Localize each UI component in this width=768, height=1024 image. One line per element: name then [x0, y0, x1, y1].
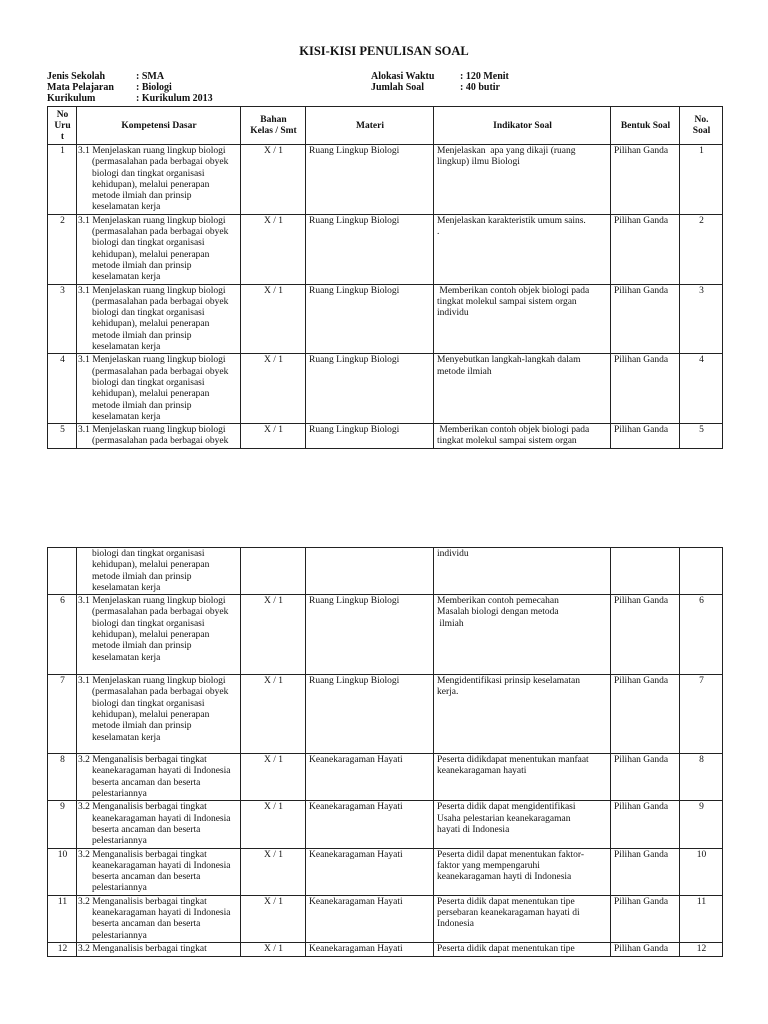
indikator-line: metode ilmiah	[437, 366, 492, 377]
indikator-line: persebaran keanekaragaman hayati di	[437, 908, 580, 919]
kd-line: pelestariannya	[92, 930, 147, 941]
kd-line: beserta ancaman dan beserta	[92, 824, 201, 835]
kd-line: 3.1 Menjelaskan ruang lingkup biologi	[78, 425, 226, 436]
indikator-line: individu	[437, 308, 469, 319]
table-row	[48, 895, 723, 942]
indikator-line: Memberikan contoh objek biologi pada	[437, 285, 590, 296]
info-label: Mata Pelajaran	[47, 82, 114, 93]
kd-line: 3.2 Menganalisis berbagai tingkat	[78, 896, 207, 907]
kd-line: 3.1 Menjelaskan ruang lingkup biologi	[78, 596, 226, 607]
cell-no-soal: 4	[680, 354, 723, 424]
kd-line: metode ilmiah dan prinsip	[92, 330, 192, 341]
cell-indikator-soal	[434, 848, 611, 895]
indikator-line: keanekaragaman hayti di Indonesia	[437, 872, 572, 883]
cell-no-soal: 3	[680, 284, 723, 354]
cell-indikator-soal	[434, 424, 611, 449]
kd-line: 3.2 Menganalisis berbagai tingkat	[78, 802, 207, 813]
cell-no: 11	[48, 895, 77, 942]
kd-line: keselamatan kerja	[92, 582, 161, 593]
info-label: Alokasi Waktu	[371, 71, 435, 82]
indikator-line: .	[437, 227, 440, 238]
kd-line: 3.2 Menganalisis berbagai tingkat	[78, 755, 207, 766]
cell-no: 2	[48, 214, 77, 284]
info-value: : 40 butir	[460, 82, 500, 93]
kd-line: 3.2 Menganalisis berbagai tingkat	[78, 849, 207, 860]
cell-bentuk-soal: Pilihan Ganda	[611, 595, 680, 675]
kd-line: pelestariannya	[92, 836, 147, 847]
cell-kompetensi-dasar	[77, 548, 241, 595]
cell-kompetensi-dasar	[77, 595, 241, 675]
cell-no-soal: 9	[680, 801, 723, 848]
cell-kelas-smt: X / 1	[241, 942, 306, 956]
cell-kelas-smt: X / 1	[241, 801, 306, 848]
kd-line: (permasalahan pada berbagai obyek	[92, 607, 229, 618]
info-right	[371, 71, 509, 93]
cell-no-soal: 1	[680, 145, 723, 215]
kd-line: keselamatan kerja	[92, 342, 161, 353]
cell-kompetensi-dasar	[77, 848, 241, 895]
table-row	[48, 754, 723, 801]
info-kurikulum	[47, 93, 213, 104]
cell-bentuk-soal: Pilihan Ganda	[611, 145, 680, 215]
kd-line: biologi dan tingkat organisasi	[92, 168, 205, 179]
cell-bentuk-soal: Pilihan Ganda	[611, 848, 680, 895]
cell-no-soal: 6	[680, 595, 723, 675]
cell-no-soal	[680, 548, 723, 595]
cell-kompetensi-dasar	[77, 675, 241, 754]
kd-line: kehidupan), melalui penerapan	[92, 319, 210, 330]
cell-kelas-smt: X / 1	[241, 895, 306, 942]
indikator-line: tingkat molekul sampai sistem organ	[437, 296, 577, 307]
cell-kelas-smt	[241, 548, 306, 595]
indikator-line: lingkup) ilmu Biologi	[437, 157, 520, 168]
kd-line: (permasalahan pada berbagai obyek	[92, 687, 229, 698]
cell-kelas-smt: X / 1	[241, 848, 306, 895]
indikator-line: Memberikan contoh pemecahan	[437, 596, 559, 607]
cell-kelas-smt: X / 1	[241, 284, 306, 354]
kd-line: metode ilmiah dan prinsip	[92, 641, 192, 652]
kd-line: beserta ancaman dan beserta	[92, 919, 201, 930]
kd-line: biologi dan tingkat organisasi	[92, 618, 205, 629]
cell-kompetensi-dasar	[77, 942, 241, 956]
kd-line: biologi dan tingkat organisasi	[92, 238, 205, 249]
kd-line: kehidupan), melalui penerapan	[92, 560, 210, 571]
kd-line: pelestariannya	[92, 883, 147, 894]
cell-indikator-soal	[434, 895, 611, 942]
kd-line: keanekaragaman hayati di Indonesia	[92, 860, 231, 871]
info-alokasi-waktu	[371, 71, 509, 82]
indikator-line: Memberikan contoh objek biologi pada	[437, 425, 590, 436]
cell-bentuk-soal: Pilihan Ganda	[611, 942, 680, 956]
indikator-line: Menjelaskan apa yang dikaji (ruang	[437, 146, 576, 156]
cell-indikator-soal	[434, 145, 611, 215]
cell-kelas-smt: X / 1	[241, 354, 306, 424]
indikator-line: Mengidentifikasi prinsip keselamatan	[437, 676, 580, 687]
cell-indikator-soal	[434, 548, 611, 595]
kd-line: metode ilmiah dan prinsip	[92, 260, 192, 271]
info-label: Jumlah Soal	[371, 82, 425, 93]
indikator-line: Menjelaskan karakteristik umum sains.	[437, 215, 586, 226]
kd-line: 3.1 Menjelaskan ruang lingkup biologi	[78, 355, 226, 366]
header-materi: Materi	[306, 107, 434, 145]
indikator-line: Usaha pelestarian keanekaragaman	[437, 813, 571, 824]
header-nosoal-line: No.	[694, 115, 709, 125]
cell-no: 12	[48, 942, 77, 956]
cell-kompetensi-dasar	[77, 801, 241, 848]
kd-line: biologi dan tingkat organisasi	[92, 308, 205, 319]
cell-materi: Keanekaragaman Hayati	[306, 942, 434, 956]
table-row	[48, 424, 723, 449]
kd-line: biologi dan tingkat organisasi	[92, 698, 205, 709]
info-value: : SMA	[136, 71, 165, 82]
kd-line: kehidupan), melalui penerapan	[92, 249, 210, 260]
kd-line: metode ilmiah dan prinsip	[92, 571, 192, 582]
kd-line: 3.2 Menganalisis berbagai tingkat	[78, 943, 207, 954]
cell-materi: Keanekaragaman Hayati	[306, 895, 434, 942]
cell-bentuk-soal: Pilihan Ganda	[611, 754, 680, 801]
indikator-line: individu	[437, 549, 469, 559]
cell-indikator-soal	[434, 354, 611, 424]
table-header-row	[48, 107, 723, 145]
kd-line: keselamatan kerja	[92, 652, 161, 663]
info-value: : 120 Menit	[460, 71, 509, 82]
info-jumlah-soal	[371, 82, 509, 93]
table-row	[48, 354, 723, 424]
indikator-line: keanekaragaman hayati	[437, 766, 527, 777]
cell-no: 1	[48, 145, 77, 215]
info-mata-pelajaran	[47, 82, 213, 93]
cell-kompetensi-dasar	[77, 754, 241, 801]
table-row	[48, 284, 723, 354]
kd-line: metode ilmiah dan prinsip	[92, 400, 192, 411]
kd-line: metode ilmiah dan prinsip	[92, 721, 192, 732]
cell-no: 10	[48, 848, 77, 895]
indikator-line: Peserta didikdapat menentukan manfaat	[437, 755, 589, 766]
kd-line: beserta ancaman dan beserta	[92, 777, 201, 788]
indikator-line: Indonesia	[437, 919, 474, 930]
cell-indikator-soal	[434, 284, 611, 354]
header-no-soal	[680, 107, 723, 145]
kd-line: kehidupan), melalui penerapan	[92, 389, 210, 400]
kd-line: (permasalahan pada berbagai obyek	[92, 366, 229, 377]
info-value: : Biologi	[136, 82, 172, 93]
cell-bentuk-soal: Pilihan Ganda	[611, 424, 680, 449]
cell-kelas-smt: X / 1	[241, 214, 306, 284]
indikator-line: hayati di Indonesia	[437, 824, 510, 835]
table-row	[48, 801, 723, 848]
kd-line: kehidupan), melalui penerapan	[92, 630, 210, 641]
cell-indikator-soal	[434, 754, 611, 801]
info-label: Jenis Sekolah	[47, 71, 106, 82]
cell-no: 5	[48, 424, 77, 449]
header-bahan-line: Bahan	[260, 115, 287, 125]
cell-bentuk-soal: Pilihan Ganda	[611, 675, 680, 754]
cell-no-soal: 2	[680, 214, 723, 284]
kd-line: keselamatan kerja	[92, 202, 161, 213]
kd-line: keanekaragaman hayati di Indonesia	[92, 813, 231, 824]
header-nosoal-line: Soal	[692, 126, 711, 136]
cell-no-soal: 8	[680, 754, 723, 801]
kd-line: keanekaragaman hayati di Indonesia	[92, 766, 231, 777]
indikator-line: Masalah biologi dengan metoda	[437, 607, 559, 618]
kd-line: (permasalahan pada berbagai obyek	[92, 296, 229, 307]
header-no	[48, 107, 77, 145]
kd-line: 3.1 Menjelaskan ruang lingkup biologi	[78, 676, 226, 687]
header-bentuk-soal: Bentuk Soal	[611, 107, 680, 145]
cell-no-soal: 5	[680, 424, 723, 449]
kd-line: 3.1 Menjelaskan ruang lingkup biologi	[78, 285, 226, 296]
table-row	[48, 145, 723, 215]
cell-bentuk-soal: Pilihan Ganda	[611, 284, 680, 354]
kd-line: biologi dan tingkat organisasi	[92, 549, 205, 559]
cell-kompetensi-dasar	[77, 284, 241, 354]
cell-bentuk-soal	[611, 548, 680, 595]
indikator-line: Peserta didik dapat menentukan tipe	[437, 896, 575, 907]
cell-kompetensi-dasar	[77, 895, 241, 942]
indikator-line: ilmiah	[437, 618, 464, 629]
cell-kompetensi-dasar	[77, 145, 241, 215]
cell-no: 3	[48, 284, 77, 354]
table-row	[48, 548, 723, 595]
cell-no	[48, 548, 77, 595]
cell-no: 6	[48, 595, 77, 675]
kd-line: keselamatan kerja	[92, 272, 161, 283]
cell-no: 7	[48, 675, 77, 754]
info-value: : Kurikulum 2013	[136, 93, 213, 104]
kd-line: kehidupan), melalui penerapan	[92, 710, 210, 721]
cell-no-soal: 11	[680, 895, 723, 942]
indikator-line: faktor yang mempengaruhi	[437, 860, 540, 871]
cell-indikator-soal	[434, 595, 611, 675]
cell-bentuk-soal: Pilihan Ganda	[611, 354, 680, 424]
cell-materi: Ruang Lingkup Biologi	[306, 284, 434, 354]
cell-kompetensi-dasar	[77, 214, 241, 284]
table-row	[48, 942, 723, 956]
cell-kelas-smt: X / 1	[241, 754, 306, 801]
kisi-table-page-1	[47, 106, 723, 449]
cell-materi: Ruang Lingkup Biologi	[306, 424, 434, 449]
cell-no-soal: 7	[680, 675, 723, 754]
kd-line: pelestariannya	[92, 789, 147, 800]
table-row	[48, 675, 723, 754]
kd-line: keanekaragaman hayati di Indonesia	[92, 908, 231, 919]
header-bahan-kelas	[241, 107, 306, 145]
cell-materi: Ruang Lingkup Biologi	[306, 214, 434, 284]
table-row	[48, 848, 723, 895]
header-no-line: Uru	[54, 120, 71, 131]
cell-indikator-soal	[434, 675, 611, 754]
cell-kelas-smt: X / 1	[241, 145, 306, 215]
cell-indikator-soal	[434, 801, 611, 848]
header-no-line: No	[56, 109, 69, 120]
table-row	[48, 214, 723, 284]
kd-line: beserta ancaman dan beserta	[92, 872, 201, 883]
cell-materi: Ruang Lingkup Biologi	[306, 145, 434, 215]
indikator-line: kerja.	[437, 687, 459, 698]
cell-kompetensi-dasar	[77, 354, 241, 424]
cell-indikator-soal	[434, 942, 611, 956]
indikator-line: Peserta didil dapat menentukan faktor-	[437, 849, 585, 860]
indikator-line: Peserta didik dapat menentukan tipe	[437, 943, 575, 954]
cell-no: 9	[48, 801, 77, 848]
cell-materi: Keanekaragaman Hayati	[306, 848, 434, 895]
header-kompetensi-dasar: Kompetensi Dasar	[77, 107, 241, 145]
cell-bentuk-soal: Pilihan Ganda	[611, 214, 680, 284]
document-title: KISI-KISI PENULISAN SOAL	[299, 44, 469, 58]
cell-materi: Ruang Lingkup Biologi	[306, 675, 434, 754]
cell-bentuk-soal: Pilihan Ganda	[611, 801, 680, 848]
cell-no-soal: 12	[680, 942, 723, 956]
cell-no: 8	[48, 754, 77, 801]
kd-line: kehidupan), melalui penerapan	[92, 179, 210, 190]
kd-line: 3.1 Menjelaskan ruang lingkup biologi	[78, 215, 226, 226]
cell-kompetensi-dasar	[77, 424, 241, 449]
cell-materi	[306, 548, 434, 595]
indikator-line: Menyebutkan langkah-langkah dalam	[437, 355, 581, 366]
cell-kelas-smt: X / 1	[241, 595, 306, 675]
kd-line: keselamatan kerja	[92, 732, 161, 743]
info-label: Kurikulum	[47, 93, 96, 104]
table-row	[48, 595, 723, 675]
indikator-line: tingkat molekul sampai sistem organ	[437, 436, 577, 447]
kd-line: keselamatan kerja	[92, 411, 161, 422]
kd-line: metode ilmiah dan prinsip	[92, 191, 192, 202]
cell-kelas-smt: X / 1	[241, 675, 306, 754]
info-jenis-sekolah	[47, 71, 213, 82]
cell-kelas-smt: X / 1	[241, 424, 306, 449]
cell-no-soal: 10	[680, 848, 723, 895]
kd-line: (permasalahan pada berbagai obyek	[92, 157, 229, 168]
indikator-line: Peserta didik dapat mengidentifikasi	[437, 802, 576, 813]
kd-line: 3.1 Menjelaskan ruang lingkup biologi	[78, 146, 226, 156]
info-left	[47, 71, 213, 104]
cell-indikator-soal	[434, 214, 611, 284]
cell-no: 4	[48, 354, 77, 424]
header-indikator-soal: Indikator Soal	[434, 107, 611, 145]
header-no-line: t	[60, 131, 65, 142]
cell-materi: Keanekaragaman Hayati	[306, 754, 434, 801]
cell-materi: Ruang Lingkup Biologi	[306, 354, 434, 424]
header-bahan-line: Kelas / Smt	[250, 126, 297, 136]
kd-line: (permasalahan pada berbagai obyek	[92, 436, 229, 447]
cell-bentuk-soal: Pilihan Ganda	[611, 895, 680, 942]
cell-materi: Keanekaragaman Hayati	[306, 801, 434, 848]
kd-line: biologi dan tingkat organisasi	[92, 377, 205, 388]
kd-line: (permasalahan pada berbagai obyek	[92, 227, 229, 238]
cell-materi: Ruang Lingkup Biologi	[306, 595, 434, 675]
kisi-table-page-2	[47, 547, 723, 957]
